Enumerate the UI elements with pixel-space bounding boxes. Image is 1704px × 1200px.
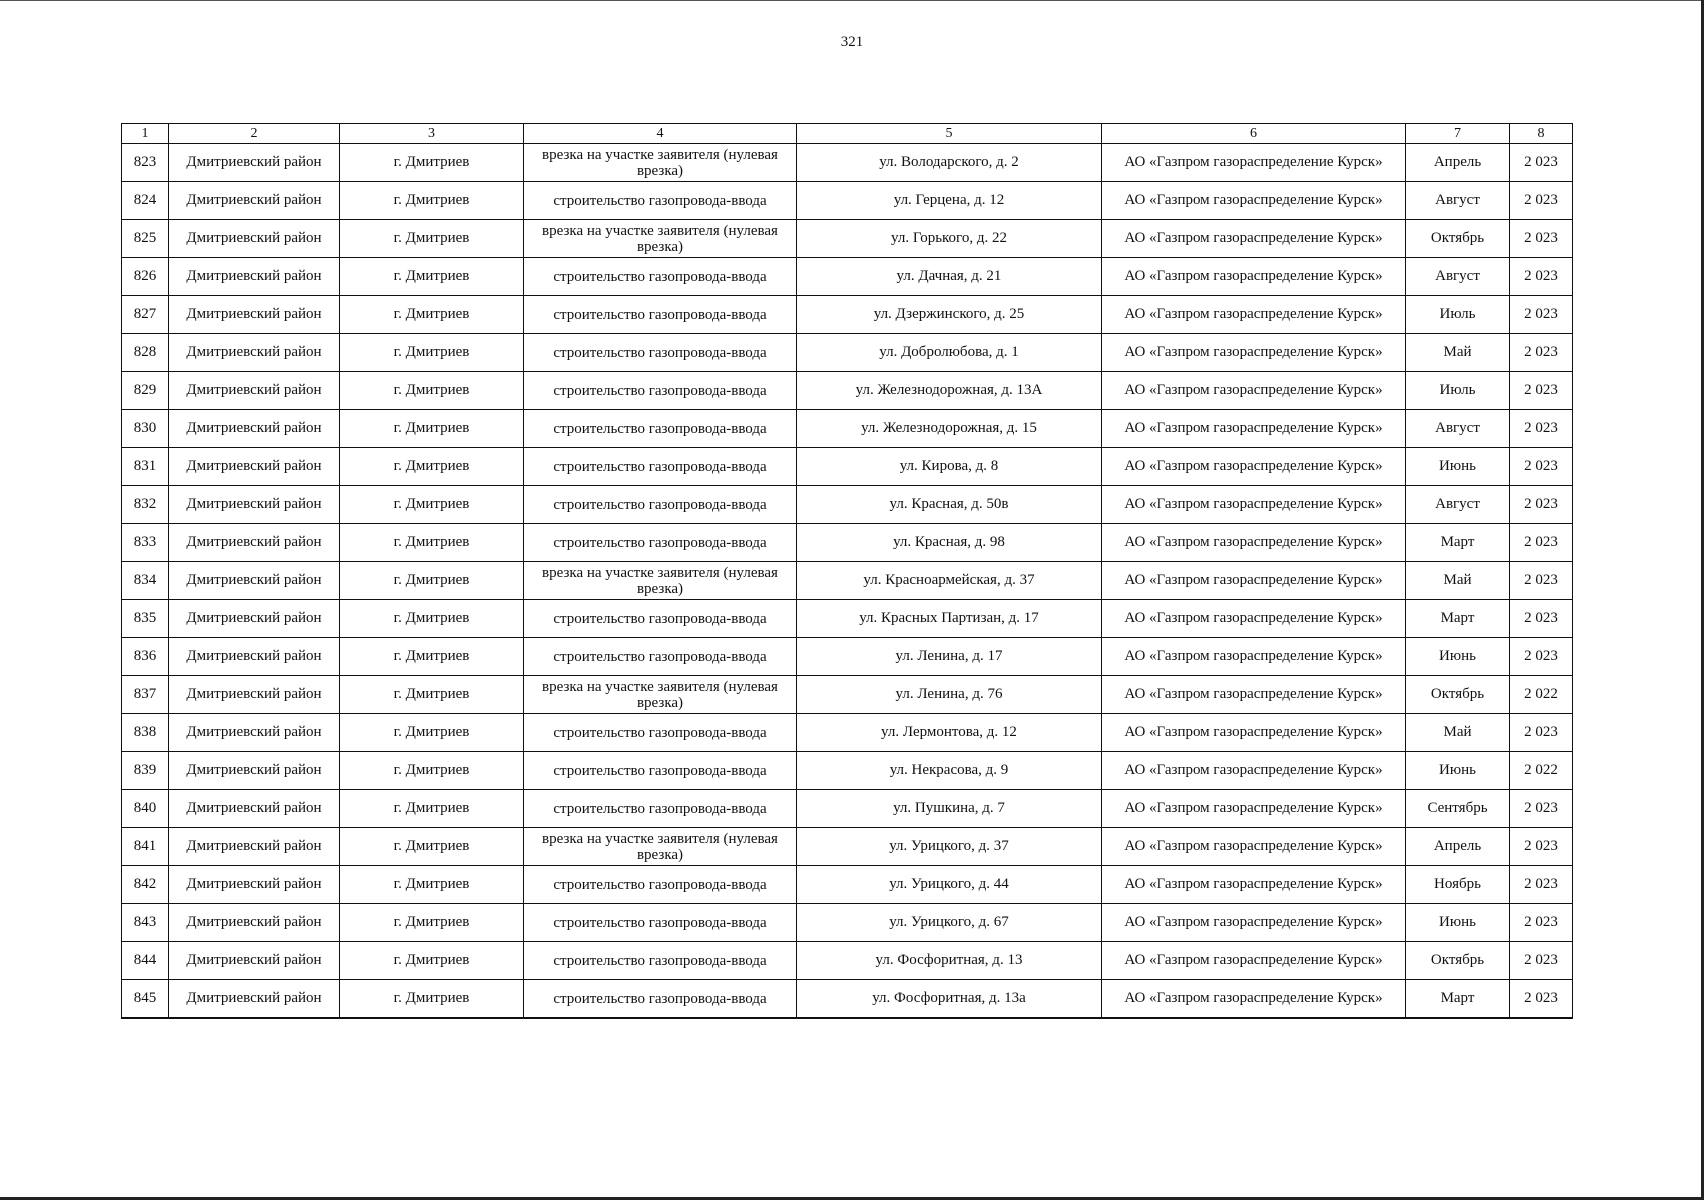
city-cell: г. Дмитриев xyxy=(340,334,524,372)
month-cell: Август xyxy=(1406,258,1510,296)
year-cell: 2 023 xyxy=(1510,258,1573,296)
row-number-cell: 829 xyxy=(122,372,169,410)
address-cell: ул. Добролюбова, д. 1 xyxy=(797,334,1102,372)
city-cell: г. Дмитриев xyxy=(340,752,524,790)
row-number-cell: 833 xyxy=(122,524,169,562)
city-cell: г. Дмитриев xyxy=(340,638,524,676)
month-cell: Апрель xyxy=(1406,144,1510,182)
month-cell: Август xyxy=(1406,182,1510,220)
city-cell: г. Дмитриев xyxy=(340,866,524,904)
row-number-cell: 837 xyxy=(122,676,169,714)
organization-cell: АО «Газпром газораспределение Курск» xyxy=(1102,524,1406,562)
city-cell: г. Дмитриев xyxy=(340,258,524,296)
district-cell: Дмитриевский район xyxy=(169,334,340,372)
district-cell: Дмитриевский район xyxy=(169,220,340,258)
organization-cell: АО «Газпром газораспределение Курск» xyxy=(1102,296,1406,334)
year-cell: 2 023 xyxy=(1510,638,1573,676)
address-cell: ул. Красных Партизан, д. 17 xyxy=(797,600,1102,638)
work-type-cell: строительство газопровода-ввода xyxy=(524,638,797,676)
work-type-cell: строительство газопровода-ввода xyxy=(524,752,797,790)
month-cell: Май xyxy=(1406,334,1510,372)
year-cell: 2 023 xyxy=(1510,600,1573,638)
month-cell: Март xyxy=(1406,600,1510,638)
table-row xyxy=(122,638,1573,676)
work-type-cell: строительство газопровода-ввода xyxy=(524,980,797,1019)
month-cell: Ноябрь xyxy=(1406,866,1510,904)
district-cell: Дмитриевский район xyxy=(169,828,340,866)
table-row xyxy=(122,676,1573,714)
district-cell: Дмитриевский район xyxy=(169,790,340,828)
organization-cell: АО «Газпром газораспределение Курск» xyxy=(1102,600,1406,638)
row-number-cell: 831 xyxy=(122,448,169,486)
district-cell: Дмитриевский район xyxy=(169,144,340,182)
column-header: 2 xyxy=(169,124,340,144)
city-cell: г. Дмитриев xyxy=(340,828,524,866)
table-row xyxy=(122,714,1573,752)
work-type-cell: строительство газопровода-ввода xyxy=(524,486,797,524)
organization-cell: АО «Газпром газораспределение Курск» xyxy=(1102,980,1406,1019)
organization-cell: АО «Газпром газораспределение Курск» xyxy=(1102,410,1406,448)
district-cell: Дмитриевский район xyxy=(169,486,340,524)
organization-cell: АО «Газпром газораспределение Курск» xyxy=(1102,486,1406,524)
column-header: 7 xyxy=(1406,124,1510,144)
year-cell: 2 023 xyxy=(1510,904,1573,942)
district-cell: Дмитриевский район xyxy=(169,752,340,790)
organization-cell: АО «Газпром газораспределение Курск» xyxy=(1102,562,1406,600)
work-type-cell: врезка на участке заявителя (нулевая врезка) xyxy=(524,144,797,182)
organization-cell: АО «Газпром газораспределение Курск» xyxy=(1102,144,1406,182)
city-cell: г. Дмитриев xyxy=(340,714,524,752)
table-row xyxy=(122,448,1573,486)
row-number-cell: 840 xyxy=(122,790,169,828)
work-type-cell: строительство газопровода-ввода xyxy=(524,448,797,486)
row-number-cell: 835 xyxy=(122,600,169,638)
month-cell: Май xyxy=(1406,562,1510,600)
row-number-cell: 839 xyxy=(122,752,169,790)
table-row xyxy=(122,790,1573,828)
address-cell: ул. Герцена, д. 12 xyxy=(797,182,1102,220)
table-row xyxy=(122,296,1573,334)
month-cell: Апрель xyxy=(1406,828,1510,866)
address-cell: ул. Некрасова, д. 9 xyxy=(797,752,1102,790)
address-cell: ул. Урицкого, д. 37 xyxy=(797,828,1102,866)
organization-cell: АО «Газпром газораспределение Курск» xyxy=(1102,448,1406,486)
month-cell: Июль xyxy=(1406,296,1510,334)
city-cell: г. Дмитриев xyxy=(340,562,524,600)
year-cell: 2 023 xyxy=(1510,828,1573,866)
row-number-cell: 841 xyxy=(122,828,169,866)
organization-cell: АО «Газпром газораспределение Курск» xyxy=(1102,714,1406,752)
address-cell: ул. Железнодорожная, д. 15 xyxy=(797,410,1102,448)
work-type-cell: строительство газопровода-ввода xyxy=(524,790,797,828)
organization-cell: АО «Газпром газораспределение Курск» xyxy=(1102,790,1406,828)
district-cell: Дмитриевский район xyxy=(169,182,340,220)
organization-cell: АО «Газпром газораспределение Курск» xyxy=(1102,676,1406,714)
table-row xyxy=(122,372,1573,410)
page-border-top xyxy=(0,0,1704,1)
year-cell: 2 023 xyxy=(1510,144,1573,182)
table-row xyxy=(122,410,1573,448)
address-cell: ул. Горького, д. 22 xyxy=(797,220,1102,258)
city-cell: г. Дмитриев xyxy=(340,296,524,334)
city-cell: г. Дмитриев xyxy=(340,676,524,714)
district-cell: Дмитриевский район xyxy=(169,980,340,1019)
row-number-cell: 823 xyxy=(122,144,169,182)
city-cell: г. Дмитриев xyxy=(340,980,524,1019)
table-row xyxy=(122,752,1573,790)
month-cell: Сентябрь xyxy=(1406,790,1510,828)
month-cell: Июнь xyxy=(1406,752,1510,790)
address-cell: ул. Кирова, д. 8 xyxy=(797,448,1102,486)
district-cell: Дмитриевский район xyxy=(169,600,340,638)
city-cell: г. Дмитриев xyxy=(340,790,524,828)
city-cell: г. Дмитриев xyxy=(340,372,524,410)
row-number-cell: 826 xyxy=(122,258,169,296)
organization-cell: АО «Газпром газораспределение Курск» xyxy=(1102,866,1406,904)
row-number-cell: 838 xyxy=(122,714,169,752)
organization-cell: АО «Газпром газораспределение Курск» xyxy=(1102,638,1406,676)
year-cell: 2 023 xyxy=(1510,220,1573,258)
table-row xyxy=(122,144,1573,182)
city-cell: г. Дмитриев xyxy=(340,410,524,448)
year-cell: 2 023 xyxy=(1510,524,1573,562)
city-cell: г. Дмитриев xyxy=(340,182,524,220)
address-cell: ул. Урицкого, д. 67 xyxy=(797,904,1102,942)
row-number-cell: 830 xyxy=(122,410,169,448)
row-number-cell: 834 xyxy=(122,562,169,600)
work-type-cell: строительство газопровода-ввода xyxy=(524,296,797,334)
district-cell: Дмитриевский район xyxy=(169,410,340,448)
year-cell: 2 023 xyxy=(1510,790,1573,828)
address-cell: ул. Красная, д. 50в xyxy=(797,486,1102,524)
district-cell: Дмитриевский район xyxy=(169,258,340,296)
work-type-cell: строительство газопровода-ввода xyxy=(524,410,797,448)
table-row xyxy=(122,486,1573,524)
row-number-cell: 836 xyxy=(122,638,169,676)
row-number-cell: 827 xyxy=(122,296,169,334)
address-cell: ул. Фосфоритная, д. 13а xyxy=(797,980,1102,1019)
column-header: 3 xyxy=(340,124,524,144)
row-number-cell: 844 xyxy=(122,942,169,980)
district-cell: Дмитриевский район xyxy=(169,372,340,410)
work-type-cell: строительство газопровода-ввода xyxy=(524,600,797,638)
year-cell: 2 023 xyxy=(1510,714,1573,752)
month-cell: Октябрь xyxy=(1406,676,1510,714)
year-cell: 2 023 xyxy=(1510,980,1573,1019)
header-row xyxy=(122,124,1573,144)
year-cell: 2 023 xyxy=(1510,182,1573,220)
year-cell: 2 023 xyxy=(1510,296,1573,334)
work-type-cell: строительство газопровода-ввода xyxy=(524,866,797,904)
table-row xyxy=(122,942,1573,980)
month-cell: Март xyxy=(1406,980,1510,1019)
table-row xyxy=(122,828,1573,866)
work-type-cell: строительство газопровода-ввода xyxy=(524,524,797,562)
city-cell: г. Дмитриев xyxy=(340,486,524,524)
column-header: 8 xyxy=(1510,124,1573,144)
work-type-cell: строительство газопровода-ввода xyxy=(524,904,797,942)
year-cell: 2 023 xyxy=(1510,562,1573,600)
city-cell: г. Дмитриев xyxy=(340,942,524,980)
address-cell: ул. Урицкого, д. 44 xyxy=(797,866,1102,904)
month-cell: Июнь xyxy=(1406,904,1510,942)
month-cell: Август xyxy=(1406,410,1510,448)
work-type-cell: врезка на участке заявителя (нулевая врезка) xyxy=(524,828,797,866)
table-row xyxy=(122,182,1573,220)
organization-cell: АО «Газпром газораспределение Курск» xyxy=(1102,334,1406,372)
row-number-cell: 828 xyxy=(122,334,169,372)
district-cell: Дмитриевский район xyxy=(169,448,340,486)
address-cell: ул. Ленина, д. 17 xyxy=(797,638,1102,676)
column-header: 4 xyxy=(524,124,797,144)
address-cell: ул. Железнодорожная, д. 13А xyxy=(797,372,1102,410)
year-cell: 2 023 xyxy=(1510,410,1573,448)
address-cell: ул. Ленина, д. 76 xyxy=(797,676,1102,714)
organization-cell: АО «Газпром газораспределение Курск» xyxy=(1102,258,1406,296)
month-cell: Июнь xyxy=(1406,638,1510,676)
work-type-cell: строительство газопровода-ввода xyxy=(524,258,797,296)
address-cell: ул. Дачная, д. 21 xyxy=(797,258,1102,296)
row-number-cell: 845 xyxy=(122,980,169,1019)
column-header: 6 xyxy=(1102,124,1406,144)
table-row xyxy=(122,866,1573,904)
column-header: 1 xyxy=(122,124,169,144)
row-number-cell: 843 xyxy=(122,904,169,942)
row-number-cell: 832 xyxy=(122,486,169,524)
city-cell: г. Дмитриев xyxy=(340,904,524,942)
year-cell: 2 023 xyxy=(1510,448,1573,486)
table-row xyxy=(122,334,1573,372)
work-type-cell: врезка на участке заявителя (нулевая врезка) xyxy=(524,676,797,714)
year-cell: 2 023 xyxy=(1510,942,1573,980)
work-type-cell: строительство газопровода-ввода xyxy=(524,334,797,372)
page-number: 321 xyxy=(840,34,864,50)
district-cell: Дмитриевский район xyxy=(169,562,340,600)
city-cell: г. Дмитриев xyxy=(340,448,524,486)
organization-cell: АО «Газпром газораспределение Курск» xyxy=(1102,942,1406,980)
table-row xyxy=(122,524,1573,562)
district-cell: Дмитриевский район xyxy=(169,866,340,904)
month-cell: Март xyxy=(1406,524,1510,562)
district-cell: Дмитриевский район xyxy=(169,296,340,334)
district-cell: Дмитриевский район xyxy=(169,638,340,676)
year-cell: 2 022 xyxy=(1510,752,1573,790)
column-header: 5 xyxy=(797,124,1102,144)
organization-cell: АО «Газпром газораспределение Курск» xyxy=(1102,752,1406,790)
registry-table xyxy=(121,123,1573,1019)
city-cell: г. Дмитриев xyxy=(340,600,524,638)
district-cell: Дмитриевский район xyxy=(169,714,340,752)
row-number-cell: 824 xyxy=(122,182,169,220)
address-cell: ул. Дзержинского, д. 25 xyxy=(797,296,1102,334)
city-cell: г. Дмитриев xyxy=(340,524,524,562)
table-row xyxy=(122,562,1573,600)
table-row xyxy=(122,220,1573,258)
year-cell: 2 023 xyxy=(1510,372,1573,410)
district-cell: Дмитриевский район xyxy=(169,904,340,942)
organization-cell: АО «Газпром газораспределение Курск» xyxy=(1102,372,1406,410)
table-row xyxy=(122,980,1573,1019)
year-cell: 2 023 xyxy=(1510,486,1573,524)
table-row xyxy=(122,258,1573,296)
work-type-cell: врезка на участке заявителя (нулевая врезка) xyxy=(524,220,797,258)
organization-cell: АО «Газпром газораспределение Курск» xyxy=(1102,182,1406,220)
row-number-cell: 842 xyxy=(122,866,169,904)
work-type-cell: строительство газопровода-ввода xyxy=(524,714,797,752)
work-type-cell: строительство газопровода-ввода xyxy=(524,182,797,220)
table-row xyxy=(122,600,1573,638)
row-number-cell: 825 xyxy=(122,220,169,258)
year-cell: 2 023 xyxy=(1510,334,1573,372)
city-cell: г. Дмитриев xyxy=(340,220,524,258)
organization-cell: АО «Газпром газораспределение Курск» xyxy=(1102,220,1406,258)
organization-cell: АО «Газпром газораспределение Курск» xyxy=(1102,828,1406,866)
district-cell: Дмитриевский район xyxy=(169,524,340,562)
address-cell: ул. Красноармейская, д. 37 xyxy=(797,562,1102,600)
work-type-cell: строительство газопровода-ввода xyxy=(524,942,797,980)
month-cell: Июль xyxy=(1406,372,1510,410)
year-cell: 2 023 xyxy=(1510,866,1573,904)
district-cell: Дмитриевский район xyxy=(169,676,340,714)
work-type-cell: строительство газопровода-ввода xyxy=(524,372,797,410)
address-cell: ул. Володарского, д. 2 xyxy=(797,144,1102,182)
address-cell: ул. Пушкина, д. 7 xyxy=(797,790,1102,828)
address-cell: ул. Фосфоритная, д. 13 xyxy=(797,942,1102,980)
table-body xyxy=(122,144,1573,1019)
month-cell: Октябрь xyxy=(1406,942,1510,980)
month-cell: Май xyxy=(1406,714,1510,752)
city-cell: г. Дмитриев xyxy=(340,144,524,182)
month-cell: Октябрь xyxy=(1406,220,1510,258)
organization-cell: АО «Газпром газораспределение Курск» xyxy=(1102,904,1406,942)
year-cell: 2 022 xyxy=(1510,676,1573,714)
district-cell: Дмитриевский район xyxy=(169,942,340,980)
table-row xyxy=(122,904,1573,942)
address-cell: ул. Лермонтова, д. 12 xyxy=(797,714,1102,752)
month-cell: Июнь xyxy=(1406,448,1510,486)
work-type-cell: врезка на участке заявителя (нулевая врезка) xyxy=(524,562,797,600)
month-cell: Август xyxy=(1406,486,1510,524)
address-cell: ул. Красная, д. 98 xyxy=(797,524,1102,562)
